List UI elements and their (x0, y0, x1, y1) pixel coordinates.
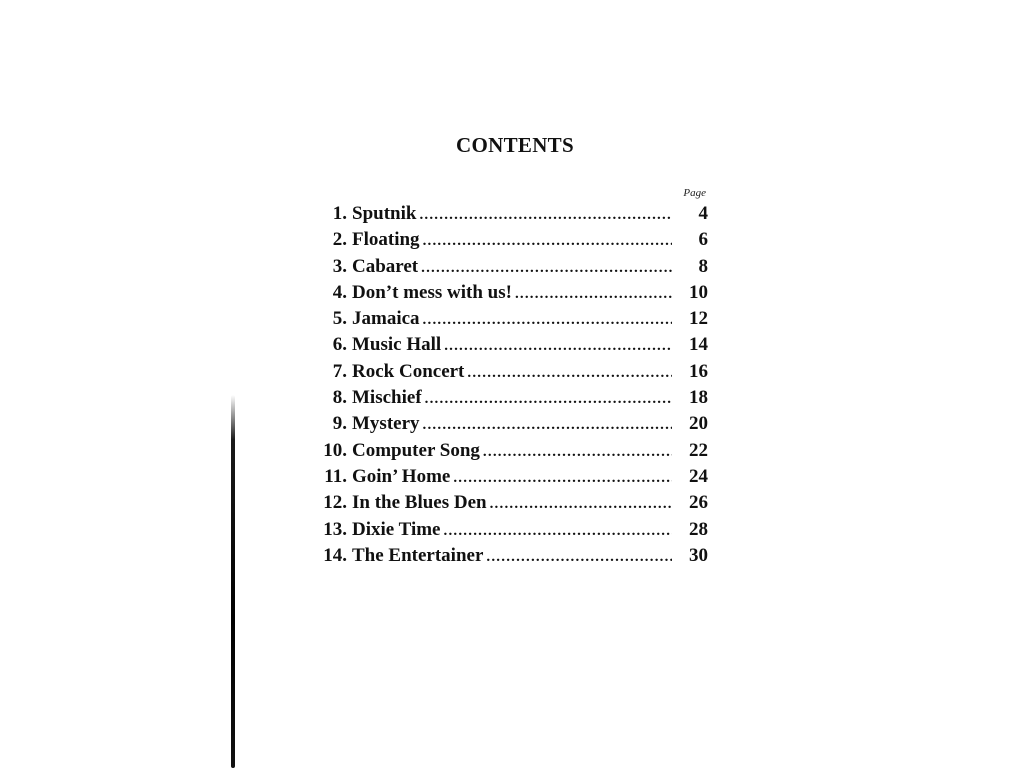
contents-title: CONTENTS (456, 133, 574, 157)
entry-title-wrap (352, 440, 672, 462)
entry-title: Rock Concert (352, 361, 467, 383)
entry-title: Don’t mess with us! (352, 282, 515, 304)
entry-page-number: 8 (698, 255, 708, 277)
dot-leader (483, 444, 672, 461)
entry-number: 7. (332, 360, 347, 382)
dot-leader (423, 312, 672, 329)
dot-leader (486, 549, 672, 566)
page-binding-edge (231, 395, 235, 768)
toc-entry (312, 545, 708, 571)
entry-page-number: 20 (689, 413, 708, 435)
toc-entry (312, 519, 708, 545)
toc-entry (312, 308, 708, 334)
entry-number: 13. (323, 518, 347, 540)
entry-number: 1. (332, 203, 347, 224)
toc-entry (312, 361, 708, 387)
entry-title: Floating (352, 229, 423, 251)
entry-number: 5. (332, 308, 347, 330)
entry-title: Sputnik (352, 203, 419, 225)
toc-entry (312, 413, 708, 439)
entry-title: In the Blues Den (352, 492, 490, 514)
entry-title: Goin’ Home (352, 466, 453, 488)
entry-page-number: 24 (689, 465, 708, 487)
toc-entry (312, 492, 708, 518)
dot-leader (444, 523, 673, 540)
entry-number: 8. (332, 387, 347, 409)
entry-page-number: 16 (689, 360, 708, 382)
entry-title-wrap (352, 466, 672, 488)
entry-number: 12. (323, 492, 347, 514)
entry-page-number: 22 (689, 439, 708, 461)
entry-number: 9. (332, 413, 347, 435)
toc-entry (312, 387, 708, 413)
entry-title: Mystery (352, 413, 423, 435)
entry-page-number: 12 (689, 308, 708, 330)
entry-page-number: 14 (689, 334, 708, 356)
toc-entry (312, 256, 708, 282)
entry-number: 11. (324, 465, 347, 487)
entry-title-wrap (352, 229, 672, 251)
entry-number: 2. (332, 229, 347, 251)
dot-leader (419, 207, 672, 224)
entry-page-number: 6 (698, 229, 708, 251)
entry-title: Computer Song (352, 440, 483, 462)
entry-number: 10. (323, 439, 347, 461)
entry-title-wrap (352, 282, 672, 304)
toc-entry (312, 466, 708, 492)
dot-leader (423, 417, 672, 434)
dot-leader (490, 496, 672, 513)
toc-entry (312, 203, 708, 229)
dot-leader (423, 233, 672, 250)
entry-number: 4. (332, 281, 347, 303)
toc-entry (312, 440, 708, 466)
dot-leader (515, 286, 672, 303)
entry-title-wrap (352, 413, 672, 435)
entry-page-number: 4 (698, 203, 708, 224)
entry-page-number: 28 (689, 518, 708, 540)
dot-leader (467, 365, 672, 382)
entry-title-wrap (352, 361, 672, 383)
entry-number: 6. (332, 334, 347, 356)
entry-page-number: 18 (689, 387, 708, 409)
entry-page-number: 30 (689, 544, 708, 566)
entry-title-wrap (352, 308, 672, 330)
entry-page-number: 10 (689, 281, 708, 303)
entry-title: Cabaret (352, 256, 421, 278)
entry-title-wrap (352, 387, 672, 409)
entry-title: The Entertainer (352, 545, 486, 567)
entry-title: Music Hall (352, 334, 444, 356)
dot-leader (425, 391, 672, 408)
entry-title: Dixie Time (352, 519, 444, 541)
entry-title-wrap (352, 334, 672, 356)
entry-title-wrap (352, 203, 672, 225)
dot-leader (444, 338, 672, 355)
toc-entry (312, 229, 708, 255)
entry-number: 3. (332, 255, 347, 277)
dot-leader (421, 260, 672, 277)
entry-number: 14. (323, 544, 347, 566)
dot-leader (453, 470, 672, 487)
entry-title: Jamaica (352, 308, 423, 330)
table-of-contents (312, 203, 708, 571)
entry-title-wrap (352, 256, 672, 278)
page-column-header: Page (683, 187, 706, 199)
entry-title-wrap (352, 492, 672, 514)
entry-title-wrap (352, 545, 672, 567)
toc-entry (312, 334, 708, 360)
entry-title-wrap (352, 519, 672, 541)
entry-page-number: 26 (689, 492, 708, 514)
entry-title: Mischief (352, 387, 425, 409)
toc-entry (312, 282, 708, 308)
